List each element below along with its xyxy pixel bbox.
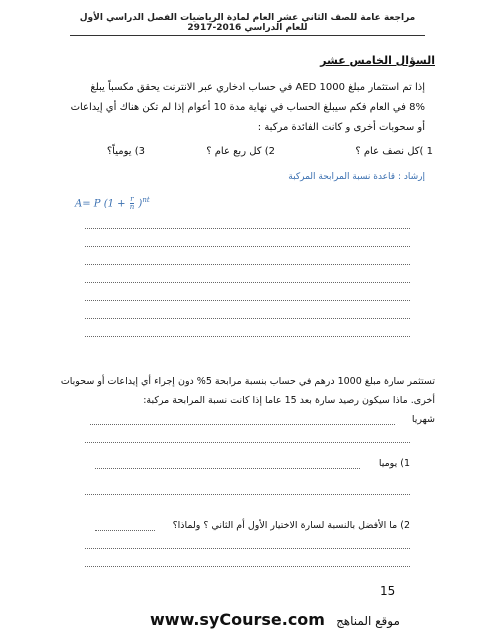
answer-line[interactable] xyxy=(95,468,360,469)
answer-line[interactable] xyxy=(85,282,410,283)
compound-interest-formula xyxy=(75,196,150,211)
answer-line[interactable] xyxy=(85,264,410,265)
answer-line[interactable] xyxy=(95,530,155,531)
answer-line[interactable] xyxy=(85,442,410,443)
question1-line1: إذا تم استثمار مبلغ 1000 AED في حساب ادخاري عبر الانترنت يحقق مكسباً يبلغ xyxy=(90,82,425,93)
answer-line[interactable] xyxy=(90,424,395,425)
footer xyxy=(150,610,400,629)
question1-options xyxy=(60,146,435,164)
hint-text: إرشاد : قاعدة نسبة المرابحة المركبة xyxy=(288,172,425,182)
footer-site-name: موقع المناهج xyxy=(336,614,400,628)
answer-line[interactable] xyxy=(85,246,410,247)
question2-text xyxy=(60,372,435,410)
answer-line[interactable] xyxy=(85,228,410,229)
option-semiannual: 1 )كل نصف عام ؟ xyxy=(355,146,433,157)
item-daily: 1) يوميا xyxy=(378,458,410,469)
formula-fraction xyxy=(130,196,135,211)
option-daily: 3) يومياً؟ xyxy=(106,146,145,157)
page-number: 15 xyxy=(380,584,396,598)
answer-line[interactable] xyxy=(85,548,410,549)
header-divider xyxy=(70,35,425,36)
page-header: مراجعة عامة للصف الثاني عشر العام لمادة الرياضيات الفصل الدراسي الأول للعام الدراسي 2016-2917 xyxy=(79,13,416,33)
answer-line[interactable] xyxy=(85,300,410,301)
option-quarterly: 2) كل ربع عام ؟ xyxy=(206,146,275,157)
formula-open: (1 + xyxy=(103,198,126,210)
answer-line[interactable] xyxy=(85,494,410,495)
formula-exponent: nt xyxy=(142,196,150,204)
answer-line[interactable] xyxy=(85,336,410,337)
question1-line2: 8% في العام فكم سيبلغ الحساب في نهاية مدة 10 أعوام إذا لم تكن هناك أي إيداعات xyxy=(70,102,425,113)
item-monthly: شهريا xyxy=(411,414,435,425)
question2-line1: تستثمر سارة مبلغ 1000 درهم في حساب بنسبة مرابحة 5% دون إجراء أي إيداعات أو سحوبات xyxy=(60,376,435,387)
answer-line[interactable] xyxy=(85,318,410,319)
footer-brand[interactable]: www.syCourse.com xyxy=(150,610,325,629)
answer-line[interactable] xyxy=(85,566,410,567)
item-compare: 2) ما الأفضل بالنسبة لسارة الاختيار الأول أم الثاني ؟ ولماذا؟ xyxy=(172,520,410,531)
formula-denominator: n xyxy=(129,203,135,212)
formula-close: ) xyxy=(138,198,143,210)
formula-numerator: r xyxy=(130,195,134,204)
section-title: السؤال الخامس عشر xyxy=(320,54,435,67)
formula-lhs: A= P xyxy=(75,198,101,210)
question1-line3: أو سحوبات أخرى و كانت الفائدة مركبة : xyxy=(257,122,425,133)
question2-line2: أخرى. ماذا سيكون رصيد سارة بعد 15 عاما إذا كانت نسبة المرابحة مركبة: xyxy=(143,395,435,406)
